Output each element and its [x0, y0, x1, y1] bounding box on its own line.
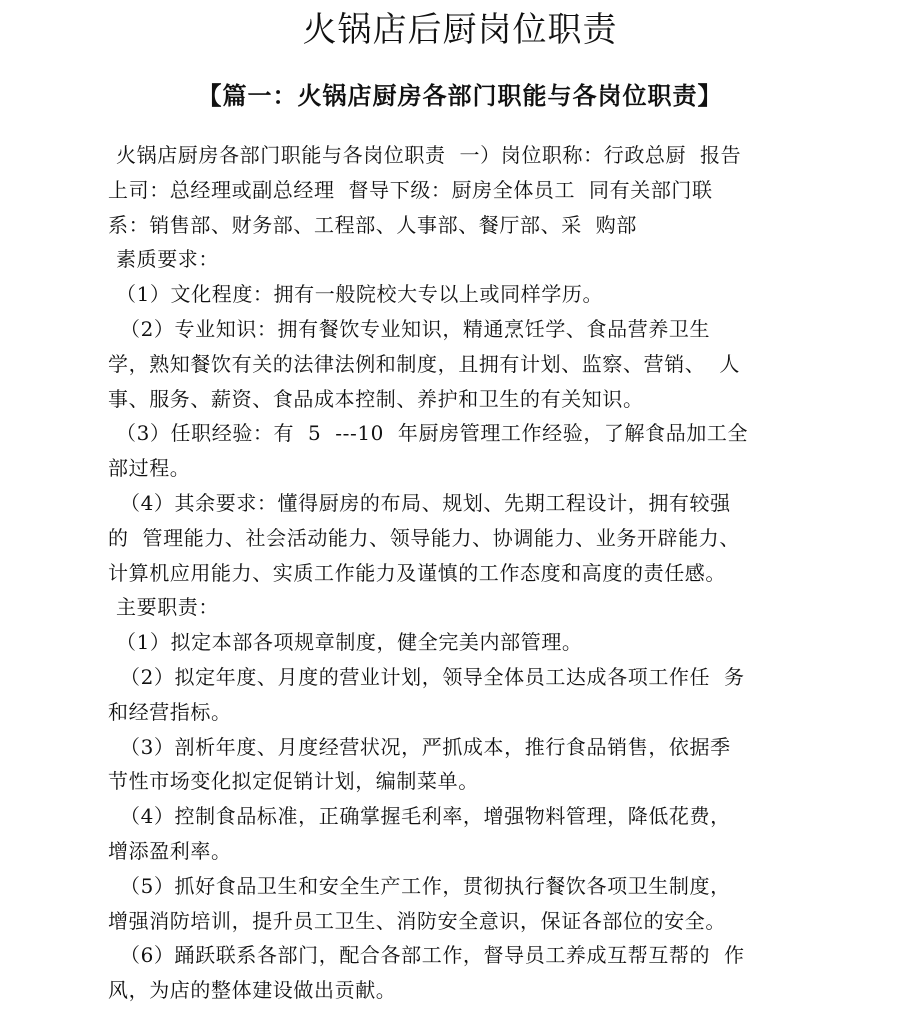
text-line: （6）踊跃联系各部门，配合各部工作，督导员工养成互帮互帮的 作 [120, 943, 745, 968]
text-line: 上司：总经理或副总经理 督导下级：厨房全体员工 同有关部门联 [108, 177, 713, 202]
text-line: 系：销售部、财务部、工程部、人事部、餐厅部、采 购部 [108, 212, 637, 237]
document-title: 火锅店后厨岗位职责 [302, 10, 618, 50]
document-body [108, 138, 868, 1008]
text-line: 和经营指标。 [108, 699, 232, 724]
text-line: 火锅店厨房各部门职能与各岗位职责 一）岗位职称：行政总厨 报告 [116, 143, 742, 167]
text-line: （4）其余要求：懂得厨房的布局、规划、先期工程设计，拥有较强 [120, 490, 731, 515]
text-line: 的 管理能力、社会活动能力、领导能力、协调能力、业务开辟能力、 [108, 525, 740, 550]
text-line: （2）专业知识：拥有餐饮专业知识，精通烹饪学、食品营养卫生 [120, 316, 711, 341]
text-line: 学，熟知餐饮有关的法律法例和制度，且拥有计划、监察、营销、 人 [108, 351, 740, 376]
text-line: （5）抓好食品卫生和安全生产工作，贯彻执行餐饮各项卫生制度， [120, 873, 731, 898]
text-line: 风，为店的整体建设做出贡献。 [108, 978, 397, 1003]
document-subtitle: 【篇一：火锅店厨房各部门职能与各岗位职责】 [197, 81, 723, 110]
text-line: 增添盈利率。 [108, 838, 232, 863]
text-line: （3）剖析年度、月度经营状况，严抓成本，推行食品销售，依据季 [120, 734, 731, 759]
text-line: 计算机应用能力、实质工作能力及谨慎的工作态度和高度的责任感。 [108, 560, 726, 585]
text-line: （4）控制食品标准，正确掌握毛利率，增强物料管理，降低花费， [120, 804, 731, 829]
text-line: （3）任职经验：有 5 ---10 年厨房管理工作经验，了解食品加工全 [116, 421, 749, 446]
text-line: 素质要求： [116, 247, 219, 272]
text-line: 事、服务、薪资、食品成本控制、养护和卫生的有关知识。 [108, 386, 644, 411]
text-line: （2）拟定年度、月度的营业计划，领导全体员工达成各项工作任 务 [120, 664, 745, 689]
text-line: （1）拟定本部各项规章制度，健全完美内部管理。 [116, 630, 583, 655]
text-line: 部过程。 [108, 456, 191, 481]
text-line: （1）文化程度：拥有一般院校大专以上或同样学历。 [116, 282, 604, 307]
text-line: 增强消防培训，提升员工卫生、消防安全意识，保证各部位的安全。 [108, 908, 726, 933]
text-line: 主要职责： [116, 595, 219, 620]
text-line: 节性市场变化拟定促销计划，编制菜单。 [108, 769, 479, 794]
